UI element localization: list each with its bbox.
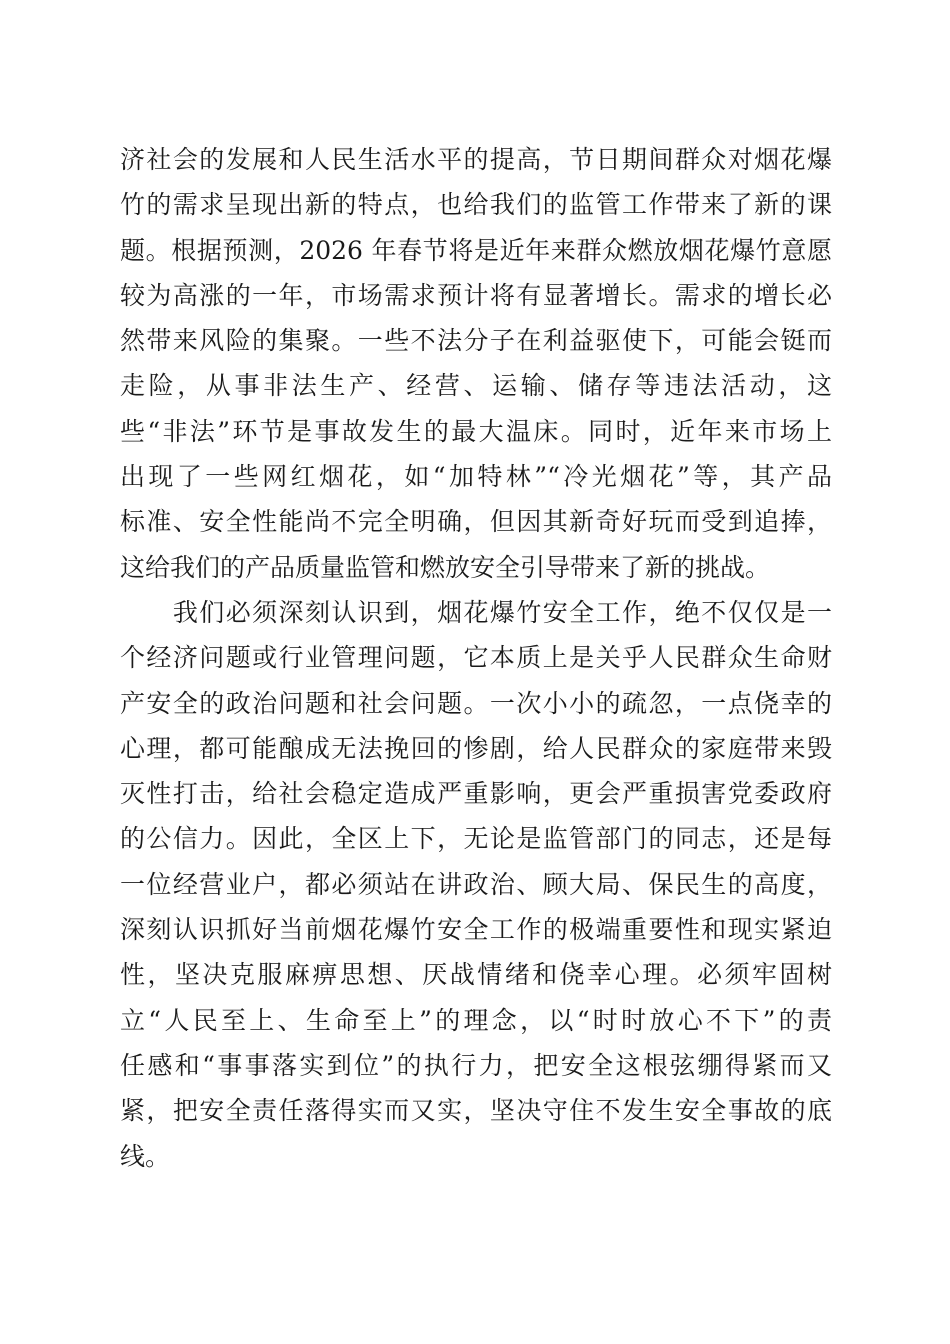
text-line: 一位经营业户，都必须站在讲政治、顾大局、保民生的高度， xyxy=(120,869,832,899)
text-line: 较为高涨的一年，市场需求预计将有显著增长。需求的增长必 xyxy=(120,280,832,310)
text-line: 性，坚决克服麻痹思想、厌战情绪和侥幸心理。必须牢固树 xyxy=(120,960,832,990)
text-line: 竹的需求呈现出新的特点，也给我们的监管工作带来了新的课 xyxy=(120,190,832,220)
text-line: 深刻认识抓好当前烟花爆竹安全工作的极端重要性和现实紧迫 xyxy=(120,915,832,945)
text-line: 济社会的发展和人民生活水平的提高，节日期间群众对烟花爆 xyxy=(120,145,832,174)
text-line: 任感和“事事落实到位”的执行力，把安全这根弦绷得紧而又 xyxy=(120,1050,832,1080)
text-line: 出现了一些网红烟花，如“加特林”“冷光烟花”等，其产品 xyxy=(120,462,832,492)
document-body xyxy=(120,137,832,1179)
text-line: 些“非法”环节是事故发生的最大温床。同时，近年来市场上 xyxy=(120,416,832,446)
paragraph-1 xyxy=(120,137,832,590)
text-line: 我们必须深刻认识到，烟花爆竹安全工作，绝不仅仅是一 xyxy=(120,597,832,627)
text-line: 心理，都可能酿成无法挽回的惨剧，给人民群众的家庭带来毁 xyxy=(120,733,832,763)
text-line: 走险，从事非法生产、经营、运输、储存等违法活动，这 xyxy=(120,371,832,401)
paragraph-2 xyxy=(120,590,832,1179)
text-line: 个经济问题或行业管理问题，它本质上是关乎人民群众生命财 xyxy=(120,643,832,673)
text-line: 然带来风险的集聚。一些不法分子在利益驱使下，可能会铤而 xyxy=(120,326,832,356)
text-line: 产安全的政治问题和社会问题。一次小小的疏忽，一点侥幸的 xyxy=(120,688,832,718)
text-line: 立“人民至上、生命至上”的理念，以“时时放心不下”的责 xyxy=(120,1005,832,1035)
text-line: 标准、安全性能尚不完全明确，但因其新奇好玩而受到追捧， xyxy=(120,507,832,537)
text-line: 紧，把安全责任落得实而又实，坚决守住不发生安全事故的底 xyxy=(120,1096,832,1126)
text-line: 题。根据预测，2026 年春节将是近年来群众燃放烟花爆竹意愿 xyxy=(120,235,832,265)
text-line: 这给我们的产品质量监管和燃放安全引导带来了新的挑战。 xyxy=(120,552,771,582)
text-line: 灭性打击，给社会稳定造成严重影响，更会严重损害党委政府 xyxy=(120,779,832,809)
text-line: 线。 xyxy=(120,1141,171,1171)
text-line: 的公信力。因此，全区上下，无论是监管部门的同志，还是每 xyxy=(120,824,832,854)
